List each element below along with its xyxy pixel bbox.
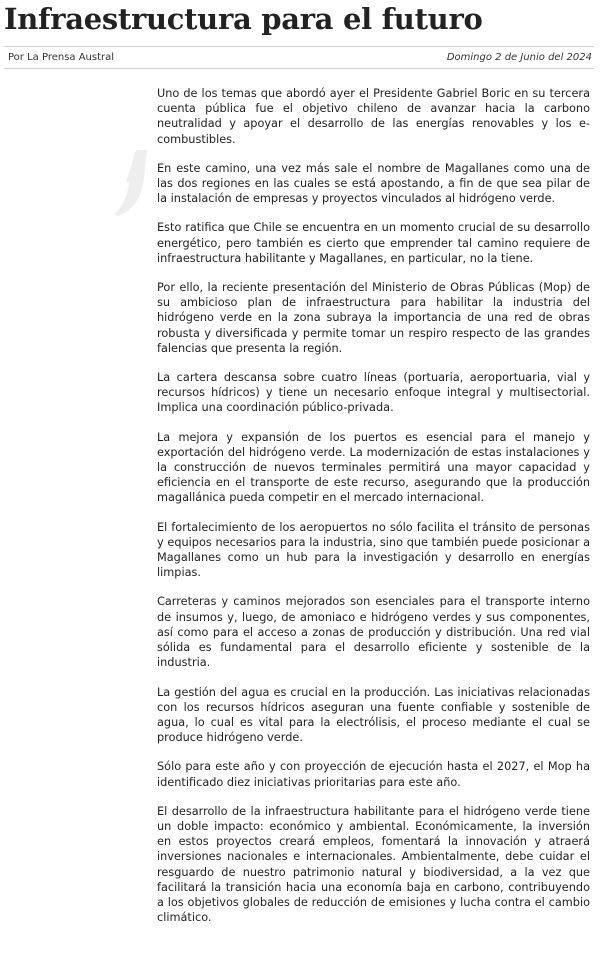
article-paragraph: Uno de los temas que abordó ayer el Presidente Gabriel Boric en su tercera cuenta pública fue el objetivo chileno de avanzar hacia la carbono neutralidad y apoyar el desarrollo de las energías renovables y los e-combustibles.: [157, 87, 590, 146]
article-title: Infraestructura para el futuro: [4, 2, 483, 36]
article-paragraph: Por ello, la reciente presentación del Ministerio de Obras Públicas (Mop) de su ambicioso plan de infraestructura para habilitar la industria del hidrógeno verde en la zona subraya la importancia de una red de obras robusta y diversificada y permite tomar un respiro respecto de las grandes falencias que presenta la región.: [157, 281, 590, 355]
article-paragraph: Esto ratifica que Chile se encuentra en un momento crucial de su desarrollo energético, pero también es cierto que emprender tal camino requiere de infraestructura habilitante y Magallanes, en particular, no la tiene.: [157, 221, 590, 265]
article-paragraph: En este camino, una vez más sale el nombre de Magallanes como una de las dos regiones en las cuales se está apostando, a fin de que sea pilar de la instalación de empresas y proyectos vinculados al hidrógeno verde.: [157, 161, 590, 206]
article-date: Domingo 2 de Junio del 2024: [446, 52, 592, 63]
article-meta: [8, 50, 592, 66]
article-paragraph: La gestión del agua es crucial en la producción. Las iniciativas relacionadas con los recursos hídricos aseguran una fuente confiable y sostenible de agua, lo cual es vital para la electrólisis, el proceso mediante el cual se produce hidrógeno verde.: [157, 685, 590, 745]
article-paragraph: El desarrollo de la infraestructura habilitante para el hidrógeno verde tiene un doble impacto: económico y ambiental. Económicamente, la inversión en estos proyectos creará empleos, fomentará la innovación y atraerá inversiones nacionales e internacionales. Ambientalmente, debe cuidar el resguardo de nuestro patrimonio natural y biodiversidad, a la vez que facilitará la transición hacia una economía baja en carbono, contribuyendo a los objetivos globales de reducción de emisiones y lucha contra el cambio climático.: [157, 804, 590, 925]
article-body: [157, 86, 590, 939]
article-paragraph: La mejora y expansión de los puertos es esencial para el manejo y exportación del hidrógeno verde. La modernización de estas instalaciones y la construcción de nuevos terminales permitirá una mayor capacidad y eficiencia en el transporte de este recurso, asegurando que la producción magallánica pueda competir en el mercado internacional.: [157, 430, 590, 505]
header-divider-bottom: [4, 68, 594, 69]
article-byline: Por La Prensa Austral: [8, 52, 115, 63]
opening-quote-icon: [114, 148, 148, 218]
article-paragraph: Carreteras y caminos mejorados son esenciales para el transporte interno de insumos y, luego, de amoniaco e hidrógeno verdes y sus componentes, así como para el acceso a zonas de producción y distribución. Una red vial sólida es fundamental para el desarrollo eficiente y sostenible de la industria.: [157, 595, 590, 670]
article-paragraph: El fortalecimiento de los aeropuertos no sólo facilita el tránsito de personas y equipos necesarios para la industria, sino que también puede posicionar a Magallanes como un hub para la investigación y desarrollo en energías limpias.: [157, 520, 590, 580]
article-paragraph: Sólo para este año y con proyección de ejecución hasta el 2027, el Mop ha identificado diez iniciativas prioritarias para este año.: [157, 760, 590, 789]
header-divider-top: [4, 46, 594, 47]
article-paragraph: La cartera descansa sobre cuatro líneas (portuaria, aeroportuaria, vial y recursos hídricos) y tiene un necesario enfoque integral y multisectorial. Implica una coordinación público-privada.: [157, 371, 590, 415]
